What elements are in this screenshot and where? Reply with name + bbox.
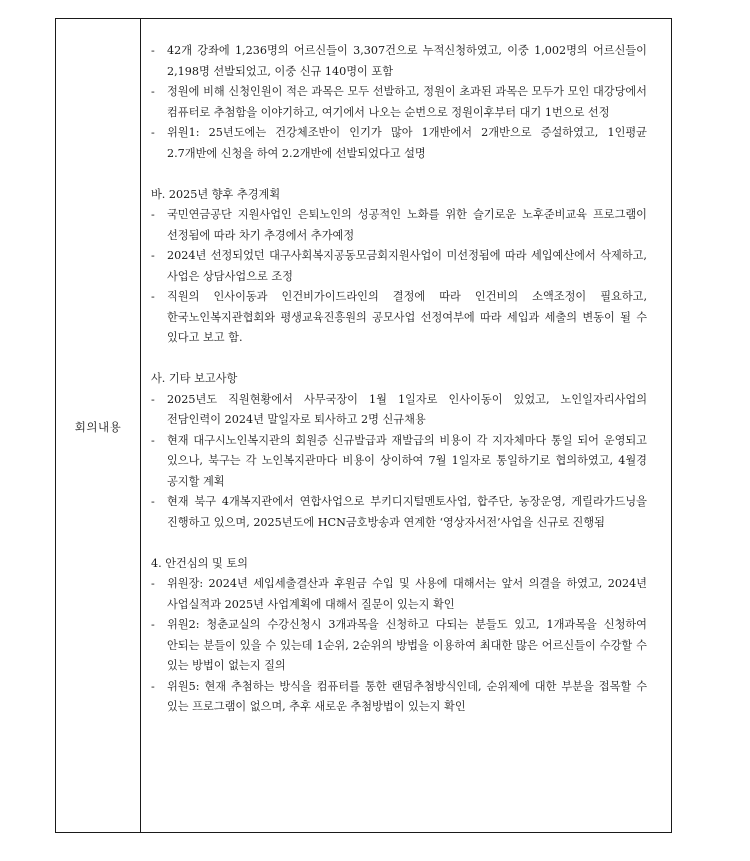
list-item: - 42개 강좌에 1,236명의 어르신들이 3,307건으로 누적신청하였고, 이중 1,002명의 어르신들이 2,198명 선발되었고, 이중 신규 140명이 포함	[151, 44, 647, 78]
row-label: 회의내용	[56, 19, 141, 832]
list-item: - 위원5: 현재 추첨하는 방식을 컴퓨터를 통한 랜덤추첨방식인데, 순위제에 대한 부분을 접목할 수 있는 프로그램이 없으며, 추후 새로운 추첨방법이 있는지 확인	[151, 679, 647, 713]
section-enrollment	[151, 41, 647, 164]
section-budget-plan	[151, 185, 647, 349]
section-other-reports	[151, 369, 647, 533]
meeting-content	[141, 19, 671, 832]
meeting-minutes-table	[55, 18, 672, 833]
section-title: 바. 2025년 향후 추경계획	[151, 187, 281, 201]
list-item: - 현재 북구 4개복지관에서 연합사업으로 부키디지털멘토사업, 합주단, 농장운영, 게릴라가드닝을 진행하고 있으며, 2025년도에 HCN금호방송과 연계한 ‘영상자서전’사업을 신규로 진행됨	[151, 495, 647, 529]
list-item: - 직원의 인사이동과 인건비가이드라인의 결정에 따라 인건비의 소액조정이 필요하고, 한국노인복지관협회와 평생교육진흥원의 공모사업 선정여부에 따라 세입과 세출의 변동이 될 수 있다고 보고 함.	[151, 290, 647, 344]
list-item: - 정원에 비해 신청인원이 적은 과목은 모두 선발하고, 정원이 초과된 과목은 모두가 모인 대강당에서 컴퓨터로 추첨함을 이야기하고, 여기에서 나오는 순번으로 정원이후부터 대기 1번으로 선정	[151, 85, 647, 119]
list-item: - 2025년도 직원현황에서 사무국장이 1월 1일자로 인사이동이 있었고, 노인일자리사업의 전담인력이 2024년 말일자로 퇴사하고 2명 신규채용	[151, 392, 647, 426]
list-item: - 위원장: 2024년 세입세출결산과 후원금 수입 및 사용에 대해서는 앞서 의결을 하였고, 2024년 사업실적과 2025년 사업계획에 대해서 질문이 있는지 확인	[151, 577, 647, 611]
list-item: - 위원2: 청춘교실의 수강신청시 3개과목을 신청하고 다되는 분들도 있고, 1개과목을 신청하여 안되는 분들이 있을 수 있는데 1순위, 2순위의 방법을 이용하여 최대한 많은 어르신들이 수강할 수 있는 방법이 없는지 질의	[151, 618, 647, 672]
section-title: 4. 안건심의 및 토의	[151, 556, 248, 570]
list-item: - 국민연금공단 지원사업인 은퇴노인의 성공적인 노화를 위한 슬기로운 노후준비교육 프로그램이 선정됨에 따라 차기 추경에서 추가예정	[151, 208, 647, 242]
list-item: - 현재 대구시노인복지관의 회원증 신규발급과 재발급의 비용이 각 지자체마다 통일 되어 운영되고 있으나, 북구는 각 노인복지관마다 비용이 상이하여 7월 1일자로 통일하기로 협의하였고, 4월경 공지할 계획	[151, 433, 647, 488]
list-item: - 위원1: 25년도에는 건강체조반이 인기가 많아 1개반에서 2개반으로 증설하였고, 1인평균 2.7개반에 신청을 하여 2.2개반에 선발되었다고 설명	[151, 126, 647, 160]
section-title: 사. 기타 보고사항	[151, 372, 238, 385]
section-agenda-discussion	[151, 554, 647, 718]
list-item: - 2024년 선정되었던 대구사회복지공동모금회지원사업이 미선정됨에 따라 세입예산에서 삭제하고, 사업은 상담사업으로 조정	[151, 249, 647, 283]
